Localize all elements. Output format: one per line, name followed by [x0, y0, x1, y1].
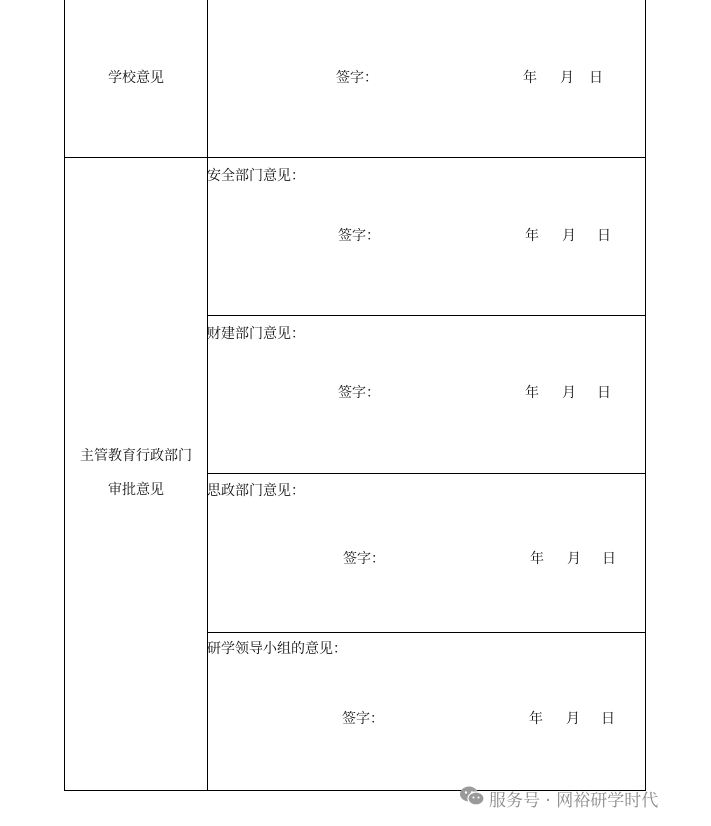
section-title-leadership: 研学领导小组的意见： — [207, 641, 347, 657]
section-divider-3 — [207, 632, 646, 633]
section-day-label: 日 — [597, 385, 611, 401]
section-sign-label: 签字： — [338, 228, 380, 244]
section-day-label: 日 — [601, 711, 615, 727]
section-day-label: 日 — [602, 551, 616, 567]
section-divider-2 — [207, 473, 646, 474]
section-title-ideology: 思政部门意见： — [207, 483, 305, 499]
section-month-label: 月 — [562, 228, 576, 244]
section-year-label: 年 — [529, 711, 543, 727]
section-divider-1 — [207, 315, 646, 316]
watermark-text: 服务号 · 网裕研学时代 — [489, 790, 659, 811]
section-year-label: 年 — [525, 385, 539, 401]
approval-label-line1: 主管教育行政部门 — [80, 448, 192, 464]
table-left-border — [64, 0, 65, 791]
section-day-label: 日 — [597, 228, 611, 244]
school-year-label: 年 — [523, 70, 537, 86]
watermark — [459, 786, 658, 810]
section-sign-label: 签字： — [342, 711, 384, 727]
section-month-label: 月 — [562, 385, 576, 401]
section-year-label: 年 — [530, 551, 544, 567]
school-month-label: 月 — [560, 70, 574, 86]
section-year-label: 年 — [525, 228, 539, 244]
school-opinion-label: 学校意见 — [108, 70, 164, 86]
table-column-divider — [207, 0, 208, 791]
section-title-finance: 财建部门意见： — [207, 326, 305, 342]
school-day-label: 日 — [589, 70, 603, 86]
school-sign-label: 签字： — [336, 70, 378, 86]
section-month-label: 月 — [566, 711, 580, 727]
approval-label-line2: 审批意见 — [108, 482, 164, 498]
section-month-label: 月 — [567, 551, 581, 567]
section-sign-label: 签字： — [338, 385, 380, 401]
table-right-border — [645, 0, 646, 791]
section-title-safety: 安全部门意见： — [207, 168, 305, 184]
wechat-icon — [459, 785, 485, 812]
school-row-bottom-border — [64, 157, 646, 158]
section-sign-label: 签字： — [343, 551, 385, 567]
